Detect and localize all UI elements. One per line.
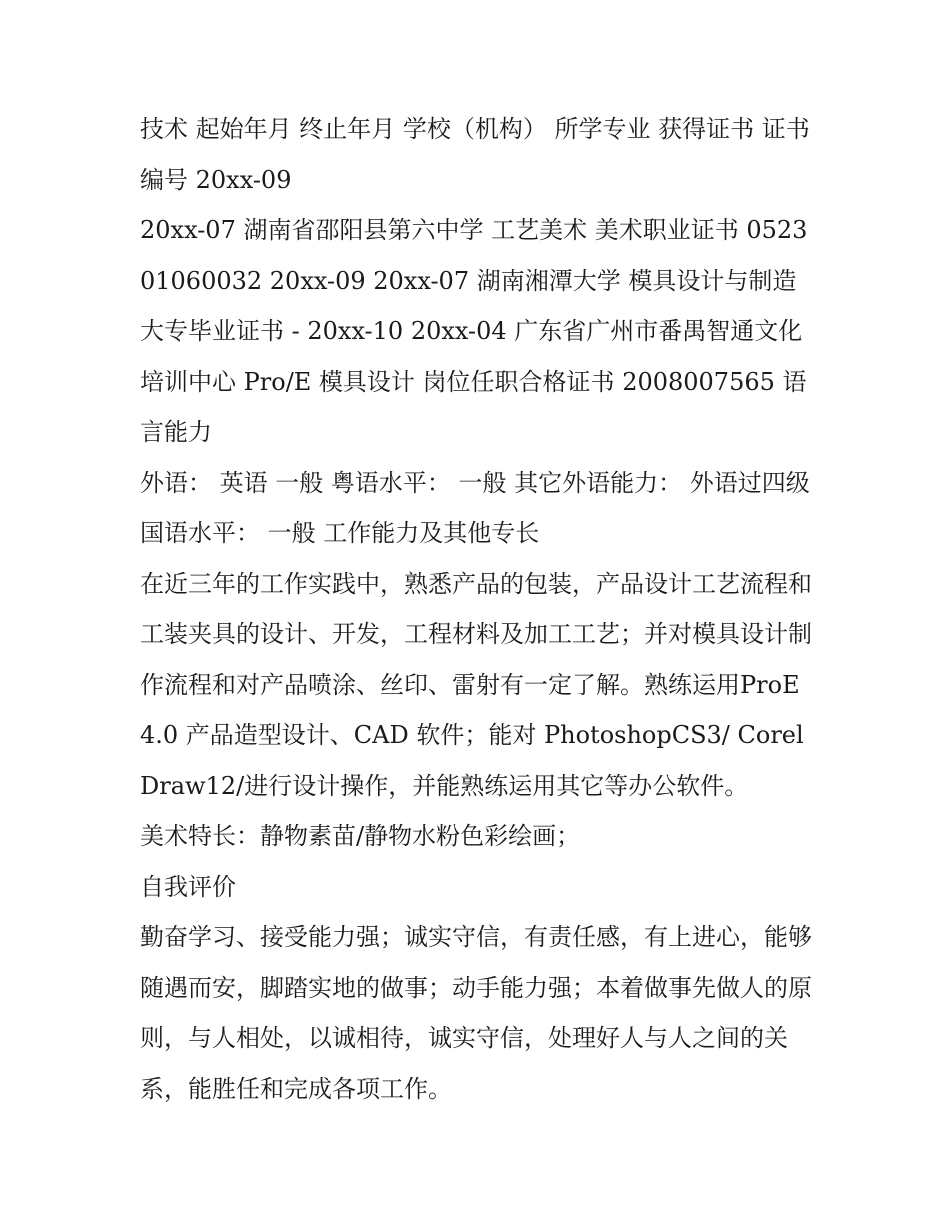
language-ability-paragraph: 外语： 英语 一般 粤语水平： 一般 其它外语能力： 外语过四级 国语水平： 一般 工作能力及其他专长	[140, 468, 810, 547]
education-details-paragraph: 20xx-07 湖南省邵阳县第六中学 工艺美术 美术职业证书 052301060032 20xx-09 20xx-07 湖南湘潭大学 模具设计与制造 大专毕业证书 - 20xx-10 20xx-04 广东省广州市番禺智通文化培训中心 Pro/E 模具设计 岗位任职合格证书 2008007565 语言能力	[140, 216, 808, 446]
art-specialty-paragraph: 美术特长：静物素苗/静物水粉色彩绘画；	[140, 822, 581, 850]
self-evaluation-paragraph: 勤奋学习、接受能力强；诚实守信，有责任感，有上进心，能够随遇而安，脚踏实地的做事；动手能力强；本着做事先做人的原则，与人相处，以诚相待，诚实守信，处理好人与人之间的关系，能胜任和完成各项工作。	[140, 923, 812, 1103]
work-ability-paragraph: 在近三年的工作实践中，熟悉产品的包装，产品设计工艺流程和工装夹具的设计、开发，工程材料及加工工艺；并对模具设计制作流程和对产品喷涂、丝印、雷射有一定了解。熟练运用ProE4.0 产品造型设计、CAD 软件；能对 PhotoshopCS3/ CorelDraw12/进行设计操作，并能熟练运用其它等办公软件。	[140, 569, 812, 800]
self-evaluation-heading: 自我评价	[140, 872, 236, 901]
document-body	[140, 104, 812, 1114]
education-header-paragraph: 技术 起始年月 终止年月 学校（机构） 所学专业 获得证书 证书编号 20xx-09	[140, 115, 810, 194]
